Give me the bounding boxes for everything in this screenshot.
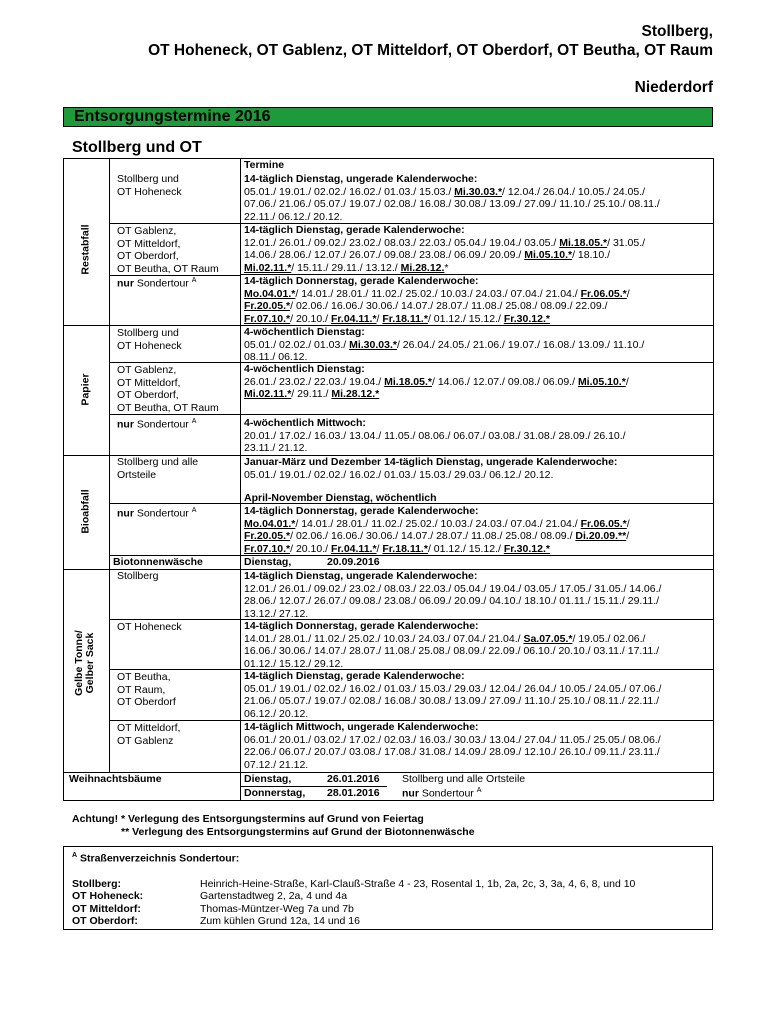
bio-schedule-3: 14-täglich Donnerstag, gerade Kalenderwoche: Mo.04.01.*/ 14.01./ 28.01./ 11.02./ 25.02./ 10.03./ 24.03./ 07.04./ 21.04./ Fr.06.05.*/ Fr.20.05.*/ 02.06./ 16.06./ 30.06./ 14.07./ 28.07./ 11.08./ 25.08./ 08.09./ Di.20.09.**/ Fr.07.10.*/ 20.10./ Fr.04.11.*/ Fr.18.11.*/ 01.12./ 15.12./ Fr.30.12.* [244, 505, 630, 555]
gelb-area-mitteldorf-gablenz: OT Mitteldorf, OT Gablenz [117, 722, 181, 747]
bio-schedule-2: April-November Dienstag, wöchentlich [244, 492, 437, 504]
page-subtitle: Stollberg und OT [72, 139, 202, 156]
category-bioabfall: Bioabfall [79, 489, 92, 534]
area-stollberg-hoheneck: Stollberg und OT Hoheneck [117, 173, 182, 198]
area-sondertour: nur Sondertour $^A$ [117, 277, 197, 290]
header-districts: OT Hoheneck, OT Gablenz, OT Mitteldorf, OT Oberdorf, OT Beutha, OT Raum [148, 42, 713, 59]
header-niederdorf: Niederdorf [634, 79, 713, 96]
bio-area-all: Stollberg und alle Ortsteile [117, 456, 199, 481]
gelb-area-beutha-group: OT Beutha, OT Raum, OT Oberdorf [117, 671, 176, 708]
note-biotonnen: ** Verlegung des Entsorgungstermins auf Grund der Biotonnenwäsche [121, 826, 475, 838]
bio-schedule-1: Januar-März und Dezember 14-täglich Dienstag, ungerade Kalenderwoche: 05.01./ 19.01./ 02.02./ 16.02./ 01.03./ 15.03./ 29.03./ 06.12./ 20.12. [244, 456, 618, 481]
category-papier: Papier [79, 373, 92, 406]
weihnacht-day-2: Donnerstag, [244, 787, 306, 799]
area-gablenz-group: OT Gablenz, OT Mitteldorf, OT Oberdorf, OT Beutha, OT Raum [117, 225, 219, 275]
gelb-area-stollberg: Stollberg [117, 570, 159, 582]
papier-schedule-3: 4-wöchentlich Mittwoch: 20.01./ 17.02./ 16.03./ 13.04./ 11.05./ 08.06./ 06.07./ 03.08./ 31.08./ 28.09./ 26.10./ 23.11./ 21.12. [244, 417, 626, 454]
gelb-schedule-1: 14-täglich Dienstag, ungerade Kalenderwoche: 12.01./ 26.01./ 09.02./ 23.02./ 08.03./ 22.03./ 05.04./ 19.04./ 03.05./ 17.05./ 31.05./ 14.06./ 28.06./ 12.07./ 26.07./ 09.08./ 23.08./ 06.09./ 20.09./ 04.10./ 18.10./ 01.11./ 15.11./ 29.11./ 13.12./ 27.12. [244, 570, 662, 620]
header-city: Stollberg, [641, 23, 713, 40]
bio-area-sondertour: nur Sondertour $^A$ [117, 507, 197, 520]
rest-schedule-1: 14-täglich Dienstag, ungerade Kalenderwoche: 05.01./ 19.01./ 02.02./ 16.02./ 01.03./ 15.03./ Mi.30.03.*/ 12.04./ 26.04./ 10.05./ 24.05./ 07.06./ 21.06./ 05.07./ 19.07./ 02.08./ 16.08./ 30.08./ 13.09./ 27.09./ 11.10./ 25.10./ 08.11./ 22.11./ 06.12./ 20.12. [244, 173, 660, 223]
papier-schedule-2: 4-wöchentlich Dienstag: 26.01./ 23.02./ 22.03./ 19.04./ Mi.18.05.*/ 14.06./ 12.07./ 09.08./ 06.09./ Mi.05.10.*/ Mi.02.11.*/ 29.11./ Mi.28.12.* [244, 363, 629, 400]
weihnacht-date-1: 26.01.2016 [327, 773, 380, 785]
rest-schedule-3: 14-täglich Donnerstag, gerade Kalenderwoche: Mo.04.01.*/ 14.01./ 28.01./ 11.02./ 25.02./ 10.03./ 24.03./ 07.04./ 21.04./ Fr.06.05.*/ Fr.20.05.*/ 02.06./ 16.06./ 30.06./ 14.07./ 28.07./ 11.08./ 25.08./ 08.09./ 22.09./ Fr.07.10.*/ 20.10./ Fr.04.11.*/ Fr.18.11.*/ 01.12./ 15.12./ Fr.30.12.* [244, 275, 630, 325]
street-list-2: Gartenstadtweg 2, 2a, 4 und 4a [200, 890, 348, 902]
street-list-1: Heinrich-Heine-Straße, Karl-Clauß-Straße 4 - 23, Rosental 1, 1b, 2a, 2c, 3, 3a, 4, 6, 8, und 10 [200, 878, 636, 890]
street-place-3: OT Mitteldorf: [72, 903, 141, 915]
papier-area-gablenz-group: OT Gablenz, OT Mitteldorf, OT Oberdorf, OT Beutha, OT Raum [117, 364, 219, 414]
biotonnen-label: Biotonnenwäsche [113, 556, 203, 568]
weihnacht-date-2: 28.01.2016 [327, 787, 380, 799]
category-gelbe-tonne: Gelbe Tonne/ Gelber Sack [73, 630, 96, 696]
gelb-schedule-3: 14-täglich Dienstag, gerade Kalenderwoche: 05.01./ 19.01./ 02.02./ 16.02./ 01.03./ 15.03./ 29.03./ 12.04./ 26.04./ 10.05./ 24.05./ 07.06./ 21.06./ 05.07./ 19.07./ 02.08./ 16.08./ 30.08./ 13.09./ 27.09./ 11.10./ 25.10./ 08.11./ 22.11./ 06.12./ 20.12. [244, 670, 662, 720]
biotonnen-date: 20.09.2016 [327, 556, 380, 568]
gelb-schedule-4: 14-täglich Mittwoch, ungerade Kalenderwoche: 06.01./ 20.01./ 03.02./ 17.02./ 02.03./ 16.03./ 30.03./ 13.04./ 27.04./ 11.05./ 25.05./ 08.06./ 22.06./ 06.07./ 20.07./ 03.08./ 17.08./ 31.08./ 14.09./ 28.09./ 12.10./ 26.10./ 09.11./ 23.11./ 07.12./ 21.12. [244, 721, 661, 771]
papier-area-sondertour: nur Sondertour $^A$ [117, 418, 197, 431]
weihnacht-label: Weihnachtsbäume [69, 773, 162, 785]
street-list-3: Thomas-Müntzer-Weg 7a und 7b [200, 903, 354, 915]
street-place-2: OT Hoheneck: [72, 890, 144, 902]
street-list-4: Zum kühlen Grund 12a, 14 und 16 [200, 915, 360, 927]
street-directory-title: $^A$ Straßenverzeichnis Sondertour: [72, 852, 240, 865]
street-place-4: OT Oberdorf: [72, 915, 138, 927]
weihnacht-day-1: Dienstag, [244, 773, 292, 785]
weihnacht-area-1: Stollberg und alle Ortsteile [402, 773, 526, 785]
papier-area-stollberg-hoheneck: Stollberg und OT Hoheneck [117, 327, 182, 352]
note-feiertag: Achtung! * Verlegung des Entsorgungstermins auf Grund von Feiertag [72, 813, 424, 825]
papier-schedule-1: 4-wöchentlich Dienstag: 05.01./ 02.02./ 01.03./ Mi.30.03.*/ 26.04./ 24.05./ 21.06./ 19.07./ 16.08./ 13.09./ 11.10./ 08.11./ 06.12. [244, 326, 645, 363]
category-restabfall: Restabfall [79, 224, 92, 275]
termine-header: Termine [244, 159, 285, 171]
rest-schedule-2: 14-täglich Dienstag, gerade Kalenderwoche: 12.01./ 26.01./ 09.02./ 23.02./ 08.03./ 22.03./ 05.04./ 19.04./ 03.05./ Mi.18.05.*/ 31.05./ 14.06./ 28.06./ 12.07./ 26.07./ 09.08./ 23.08./ 06.09./ 20.09./ Mi.05.10.*/ 18.10./ Mi.02.11.*/ 15.11./ 29.11./ 13.12./ Mi.28.12.* [244, 224, 646, 274]
street-place-1: Stollberg: [72, 878, 121, 890]
banner-title: Entsorgungstermine 2016 [63, 107, 713, 127]
gelb-area-hoheneck: OT Hoheneck [117, 621, 182, 633]
biotonnen-day: Dienstag, [244, 556, 292, 568]
weihnacht-area-2: nur Sondertour $^A$ [402, 787, 482, 800]
gelb-schedule-2: 14-täglich Donnerstag, gerade Kalenderwoche: 14.01./ 28.01./ 11.02./ 25.02./ 10.03./ 24.03./ 07.04./ 21.04./ Sa.07.05.*/ 19.05./ 02.06./ 16.06./ 30.06./ 14.07./ 28.07./ 11.08./ 25.08./ 08.09./ 22.09./ 06.10./ 20.10./ 03.11./ 17.11./ 01.12./ 15.12./ 29.12. [244, 620, 660, 670]
